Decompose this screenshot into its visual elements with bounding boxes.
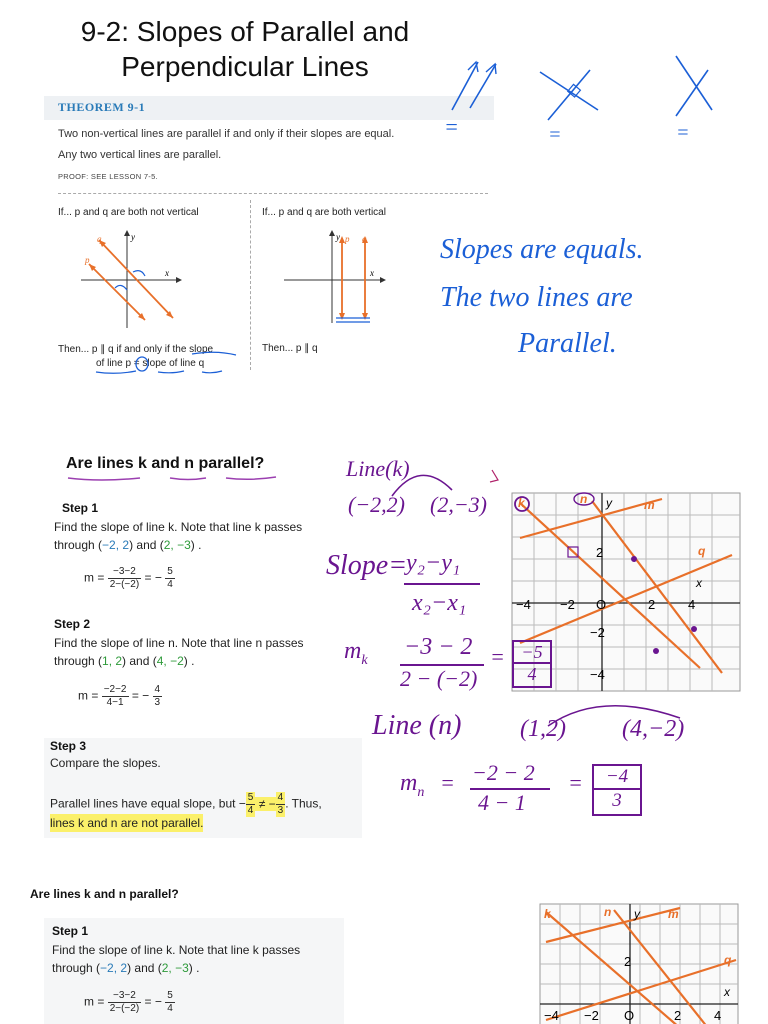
tick-origin: O — [596, 597, 607, 612]
handwritten-mn-eq2: = — [568, 770, 583, 795]
example1-step1-head: Step 1 — [62, 501, 99, 515]
example2-m1-formula: m = $\frac{-3-2}{2-(-2)}$ = − $\frac{5}{4}$ — [84, 990, 173, 1014]
label-q: q — [698, 544, 706, 558]
label-y: y — [131, 232, 135, 242]
handwritten-mn-num: −2 − 2 — [472, 760, 535, 785]
theorem-line1: Two non-vertical lines are parallel if and only if their slopes are equal. — [58, 128, 395, 140]
theorem-divider — [58, 193, 488, 194]
tick-x-neg2: −2 — [584, 1008, 599, 1023]
label-y: y — [634, 907, 640, 921]
label-n: n — [580, 492, 588, 506]
theorem-then-left-1: Then... p ∥ q if and only if the slope — [58, 344, 214, 355]
handwritten-slope-num: y₂−y₁ — [406, 550, 461, 576]
handwritten-line-sketches — [440, 50, 760, 160]
theorem-column-divider — [250, 200, 251, 370]
label-y: y — [606, 496, 612, 510]
handwritten-pt-n1: (1,2) — [520, 716, 566, 742]
label-x: x — [370, 268, 374, 278]
label-x: x — [724, 985, 730, 999]
theorem-then-left-2: of line p = slope of line q — [96, 358, 205, 369]
handwritten-eq-2: = — [548, 124, 562, 146]
handwritten-mn: $m_n$ — [400, 770, 425, 800]
example2-step1-text1: Find the slope of line k. Note that line k passes — [52, 943, 301, 957]
handwritten-mk-num: −3 − 2 — [404, 634, 473, 660]
example1-step2-head: Step 2 — [54, 617, 91, 631]
example1-question: Are lines k and n parallel? — [66, 455, 265, 472]
handwritten-pt-n2: (4,−2) — [622, 716, 685, 742]
label-k: k — [518, 496, 525, 510]
label-m: m — [668, 907, 679, 921]
theorem-if-left: If... p and q are both not vertical — [58, 207, 199, 218]
label-k: k — [544, 907, 551, 921]
tick-x-4: 4 — [714, 1008, 722, 1023]
tick-x-neg4: −4 — [516, 597, 531, 612]
label-q: q — [97, 234, 102, 244]
label-y: y — [336, 232, 340, 242]
label-q: q — [362, 234, 367, 244]
handwritten-pt-k1: (−2,2) — [348, 492, 405, 517]
handwritten-note-2: The two lines are — [440, 282, 633, 313]
handwritten-mn-result-box: −4 3 — [592, 764, 642, 816]
example2-graph — [540, 904, 740, 1024]
handwritten-mk: $m_k$ — [344, 638, 368, 668]
tick-y-2: 2 — [624, 954, 632, 969]
tick-x-neg4: −4 — [544, 1008, 559, 1023]
tick-x-2: 2 — [674, 1008, 682, 1023]
tick-y-2: 2 — [596, 545, 604, 560]
tick-y-neg4: −4 — [590, 667, 605, 682]
example1-step3-head: Step 3 — [50, 739, 87, 753]
handwritten-line-n: Line (n) — [372, 710, 462, 741]
label-p: p — [85, 255, 90, 265]
handwritten-mk-eq: = — [490, 644, 505, 669]
theorem-blue-underlines — [96, 352, 236, 374]
label-p: p — [345, 234, 350, 244]
handwritten-slope-label: Slope= — [326, 550, 408, 581]
tick-origin: O — [624, 1008, 635, 1023]
theorem-line2: Any two vertical lines are parallel. — [58, 149, 222, 161]
example1-step1-text1: Find the slope of line k. Note that line k passes — [54, 520, 303, 534]
handwritten-mn-eq1: = — [440, 770, 455, 795]
theorem-then-right: Then... p ∥ q — [262, 343, 318, 354]
handwritten-slope-bar — [404, 583, 480, 585]
tick-x-4: 4 — [688, 597, 696, 612]
handwritten-mn-den: 4 − 1 — [478, 790, 526, 815]
example1-conclusion: Parallel lines have equal slope, but − $\frac{5}{4}$ ≠ − $\frac{4}{3}$ . Thus, — [50, 792, 322, 816]
example1-step3-text: Compare the slopes. — [50, 756, 161, 770]
example1-m1-formula: m = $\frac{-3-2}{2-(-2)}$ = − $\frac{5}{4}$ — [84, 566, 173, 590]
example1-conclusion-2: lines k and n are not parallel. — [50, 816, 204, 830]
theorem-graph-nonvertical — [75, 228, 185, 338]
example1-question-underlines — [60, 474, 280, 484]
label-n: n — [604, 905, 612, 919]
label-x: x — [696, 576, 702, 590]
theorem-proof: PROOF: SEE LESSON 7-5. — [58, 172, 158, 181]
example1-step1-text2: through (−2, 2) and (2, −3) . — [54, 538, 202, 552]
handwritten-eq-1: = — [444, 114, 459, 139]
theorem-label: THEOREM 9-1 — [58, 100, 146, 114]
handwritten-note-3: Parallel. — [518, 328, 617, 359]
theorem-graph-vertical — [280, 228, 390, 338]
handwritten-mk-den: 2 − (−2) — [400, 666, 478, 691]
page-title: 9-2: Slopes of Parallel and Perpendicular Lines — [80, 16, 410, 82]
tick-y-neg2: −2 — [590, 625, 605, 640]
handwritten-eq-3: = — [676, 122, 690, 144]
handwritten-note-1: Slopes are equals. — [440, 234, 644, 265]
handwritten-slope-den: x₂−x₁ — [412, 590, 467, 616]
label-m: m — [644, 498, 655, 512]
label-x: x — [165, 268, 169, 278]
tick-x-2: 2 — [648, 597, 656, 612]
handwritten-line-k: Line(k) — [346, 456, 410, 481]
example1-m2-formula: m = $\frac{-2-2}{4-1}$ = − $\frac{4}{3}$ — [78, 684, 161, 708]
example2-question: Are lines k and n parallel? — [30, 887, 179, 901]
example2-step1-head: Step 1 — [52, 924, 89, 938]
tick-x-neg2: −2 — [560, 597, 575, 612]
theorem-if-right: If... p and q are both vertical — [262, 207, 386, 218]
example2-step1-text2: through (−2, 2) and (2, −3) . — [52, 961, 200, 975]
example1-step2-text1: Find the slope of line n. Note that line n passes — [54, 636, 304, 650]
example1-step2-text2: through (1, 2) and (4, −2) . — [54, 654, 195, 668]
label-q: q — [724, 953, 732, 967]
handwritten-pt-k2: (2,−3) — [430, 492, 487, 517]
handwritten-mk-result-box: −5 4 — [512, 640, 552, 688]
